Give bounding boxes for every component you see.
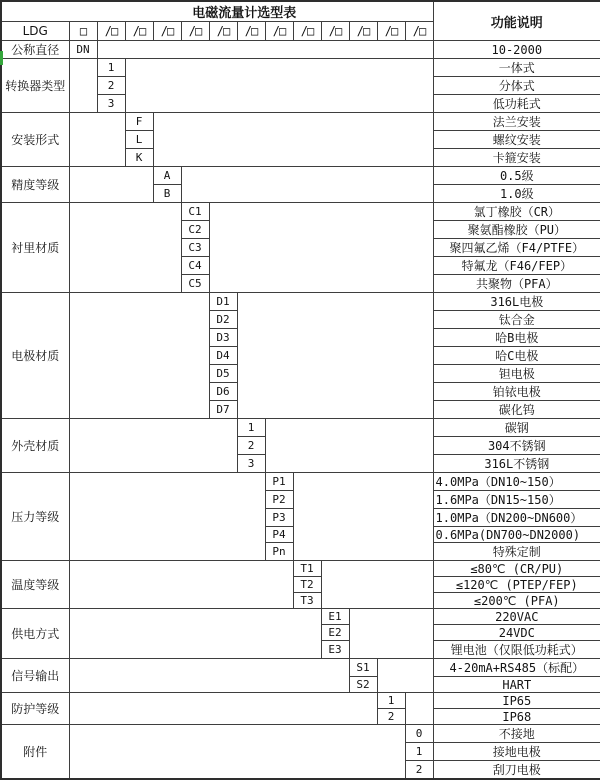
option-code: C5 <box>181 275 209 293</box>
spacer-cell <box>69 113 125 167</box>
option-code: P2 <box>265 491 293 509</box>
model-code-box[interactable]: /□ <box>209 22 237 41</box>
category-label: 外壳材质 <box>1 419 69 473</box>
option-desc: 特氟龙（F46/FEP） <box>433 257 600 275</box>
category-label: 安装形式 <box>1 113 69 167</box>
spacer-cell <box>377 659 433 693</box>
spacer-cell <box>349 609 433 659</box>
spacer-cell <box>209 203 433 293</box>
option-desc: 不接地 <box>433 725 600 743</box>
spacer-cell <box>321 561 433 609</box>
option-code: L <box>125 131 153 149</box>
category-label: 信号输出 <box>1 659 69 693</box>
option-code: 2 <box>377 709 405 725</box>
option-code: D1 <box>209 293 237 311</box>
option-desc: ≤80℃ (CR/PU) <box>433 561 600 577</box>
spacer-cell <box>69 473 265 561</box>
option-code: C4 <box>181 257 209 275</box>
option-code: DN <box>69 41 97 59</box>
model-code-box[interactable]: /□ <box>153 22 181 41</box>
option-code: E1 <box>321 609 349 625</box>
option-desc: 1.0级 <box>433 185 600 203</box>
spacer-cell <box>69 59 97 113</box>
option-desc: 304不锈钢 <box>433 437 600 455</box>
category-label: 附件 <box>1 725 69 780</box>
option-desc: 钛合金 <box>433 311 600 329</box>
option-code: S1 <box>349 659 377 677</box>
option-desc: 锂电池（仅限低功耗式） <box>433 641 600 659</box>
model-code-box[interactable]: /□ <box>321 22 349 41</box>
option-desc: 4.0MPa（DN10~150） <box>433 473 600 491</box>
option-desc: 316L电极 <box>433 293 600 311</box>
spacer-cell <box>69 167 153 203</box>
option-desc: 0.6MPa(DN700~DN2000) <box>433 527 600 543</box>
spacer-cell <box>69 203 181 293</box>
option-desc: 10-2000 <box>433 41 600 59</box>
page-title: 电磁流量计选型表 <box>1 1 433 22</box>
option-desc: 特殊定制 <box>433 543 600 561</box>
option-desc: IP68 <box>433 709 600 725</box>
option-desc: IP65 <box>433 693 600 709</box>
option-desc: 聚四氟乙烯（F4/PTFE） <box>433 239 600 257</box>
option-code: 1 <box>97 59 125 77</box>
option-desc: 碳化钨 <box>433 401 600 419</box>
category-label: 电极材质 <box>1 293 69 419</box>
option-code: 3 <box>237 455 265 473</box>
spacer-cell <box>237 293 433 419</box>
option-code: D3 <box>209 329 237 347</box>
option-code: K <box>125 149 153 167</box>
spacer-cell <box>153 113 433 167</box>
option-code: 2 <box>405 761 433 780</box>
model-code-box[interactable]: /□ <box>349 22 377 41</box>
scan-artifact <box>0 51 3 65</box>
option-code: F <box>125 113 153 131</box>
option-desc: 钽电极 <box>433 365 600 383</box>
option-code: P3 <box>265 509 293 527</box>
option-desc: HART <box>433 677 600 693</box>
option-code: D4 <box>209 347 237 365</box>
option-code: S2 <box>349 677 377 693</box>
option-desc: 分体式 <box>433 77 600 95</box>
category-label: 精度等级 <box>1 167 69 203</box>
option-code: C1 <box>181 203 209 221</box>
option-code: E2 <box>321 625 349 641</box>
option-desc: 聚氨酯橡胶（PU） <box>433 221 600 239</box>
spacer-cell <box>69 293 209 419</box>
option-code: 0 <box>405 725 433 743</box>
option-code: D6 <box>209 383 237 401</box>
option-desc: 共聚物（PFA） <box>433 275 600 293</box>
model-code-box[interactable]: /□ <box>237 22 265 41</box>
option-desc: 氯丁橡胶（CR） <box>433 203 600 221</box>
spacer-cell <box>69 419 237 473</box>
option-code: A <box>153 167 181 185</box>
model-code-box[interactable]: /□ <box>293 22 321 41</box>
spacer-cell <box>69 561 293 609</box>
option-code: 2 <box>237 437 265 455</box>
spacer-cell <box>69 693 377 725</box>
option-desc: 一体式 <box>433 59 600 77</box>
option-desc: 220VAC <box>433 609 600 625</box>
model-code-box[interactable]: /□ <box>405 22 433 41</box>
option-desc: 螺纹安装 <box>433 131 600 149</box>
spacer-cell <box>69 609 321 659</box>
option-code: D2 <box>209 311 237 329</box>
category-label: 公称直径 <box>1 41 69 59</box>
category-label: 转换器类型 <box>1 59 69 113</box>
option-desc: 哈C电极 <box>433 347 600 365</box>
option-code: 1 <box>237 419 265 437</box>
spacer-cell <box>265 419 433 473</box>
spacer-cell <box>405 693 433 725</box>
option-code: C2 <box>181 221 209 239</box>
option-code: T1 <box>293 561 321 577</box>
model-code-box[interactable]: /□ <box>265 22 293 41</box>
option-code: C3 <box>181 239 209 257</box>
model-code-box[interactable]: □ <box>69 22 97 41</box>
spacer-cell <box>97 41 433 59</box>
option-desc: 卡箍安装 <box>433 149 600 167</box>
category-label: 防护等级 <box>1 693 69 725</box>
option-code: T3 <box>293 593 321 609</box>
model-code-box[interactable]: /□ <box>97 22 125 41</box>
option-desc: 接地电极 <box>433 743 600 761</box>
option-desc: 铂铱电极 <box>433 383 600 401</box>
option-desc: 4-20mA+RS485（标配） <box>433 659 600 677</box>
option-desc: 哈B电极 <box>433 329 600 347</box>
option-desc: 低功耗式 <box>433 95 600 113</box>
option-desc: 刮刀电极 <box>433 761 600 780</box>
model-code-box[interactable]: /□ <box>377 22 405 41</box>
model-prefix-label: LDG <box>1 22 69 41</box>
function-column-header: 功能说明 <box>433 1 600 41</box>
option-desc: 碳钢 <box>433 419 600 437</box>
option-code: 3 <box>97 95 125 113</box>
category-label: 衬里材质 <box>1 203 69 293</box>
option-desc: ≤120℃ (PTEP/FEP) <box>433 577 600 593</box>
option-code: 1 <box>377 693 405 709</box>
category-label: 压力等级 <box>1 473 69 561</box>
spacer-cell <box>69 725 405 780</box>
model-code-box[interactable]: /□ <box>181 22 209 41</box>
option-code: D5 <box>209 365 237 383</box>
spacer-cell <box>181 167 433 203</box>
option-desc: 法兰安装 <box>433 113 600 131</box>
option-desc: 316L不锈钢 <box>433 455 600 473</box>
option-desc: 0.5级 <box>433 167 600 185</box>
option-desc: 24VDC <box>433 625 600 641</box>
spacer-cell <box>293 473 433 561</box>
option-desc: ≤200℃ (PFA) <box>433 593 600 609</box>
option-code: D7 <box>209 401 237 419</box>
option-desc: 1.6MPa（DN15~150） <box>433 491 600 509</box>
option-code: T2 <box>293 577 321 593</box>
option-code: 1 <box>405 743 433 761</box>
option-code: 2 <box>97 77 125 95</box>
option-code: Pn <box>265 543 293 561</box>
option-code: P4 <box>265 527 293 543</box>
model-code-box[interactable]: /□ <box>125 22 153 41</box>
option-code: E3 <box>321 641 349 659</box>
option-desc: 1.0MPa（DN200~DN600） <box>433 509 600 527</box>
spacer-cell <box>69 659 349 693</box>
option-code: B <box>153 185 181 203</box>
category-label: 供电方式 <box>1 609 69 659</box>
option-code: P1 <box>265 473 293 491</box>
category-label: 温度等级 <box>1 561 69 609</box>
spacer-cell <box>125 59 433 113</box>
